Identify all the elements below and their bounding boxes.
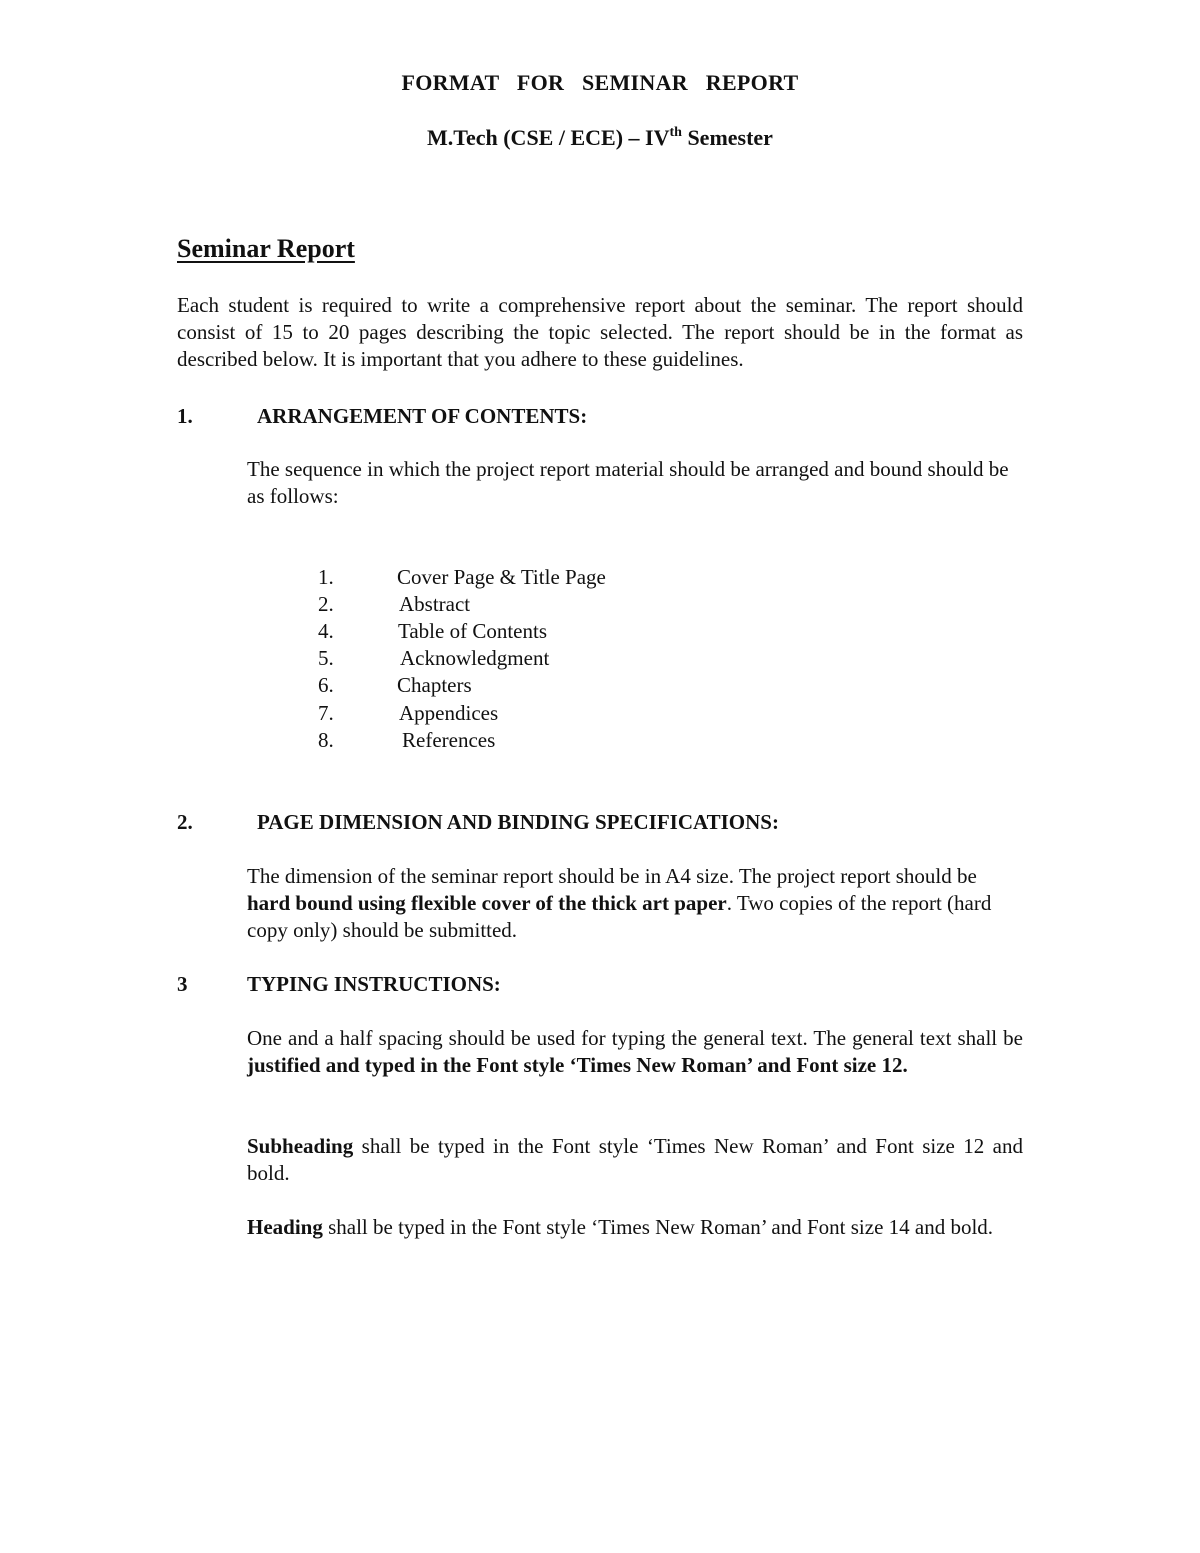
list-item-label: Appendices [399,701,499,725]
list-item-number: 2. [318,592,334,616]
intro-paragraph: Each student is required to write a comprehensive report about the seminar. The report should consist of 15 to 20 pages describing the topic selected. The report should be in the format as described below. It is important that you adhere to these guidelines. [177,293,1023,371]
section-2-body [247,863,1023,944]
subheading-label: Subheading [247,1134,354,1158]
list-item-number: 4. [318,619,334,643]
section-2-body-text: The dimension of the seminar report should be in A4 size. The project report should be [247,864,977,888]
general-text-bold: justified and typed in the Font style ‘Times New Roman’ and Font size 12. [247,1053,908,1077]
subtitle-superscript: th [669,125,682,140]
list-item-number: 1. [318,565,334,589]
document-title: FORMAT FOR SEMINAR REPORT [401,70,799,95]
subtitle-semester: Semester [681,125,773,150]
list-item-label: References [402,728,496,752]
document-subtitle [0,125,1200,151]
section-3-number: 3 [177,972,188,996]
subtitle-program: M.Tech (CSE / ECE) – IV [427,125,670,150]
section-1-number: 1. [177,404,193,428]
section-2-body-end: . Two copies of the report (hard copy only) should be submitted. [247,891,992,942]
section-2-number: 2. [177,810,193,834]
heading-text: shall be typed in the Font style ‘Times New Roman’ and Font size 14 and bold. [322,1215,994,1239]
section-2-body-bold: hard bound using flexible cover of the thick art paper [247,891,727,915]
section-3-heading: TYPING INSTRUCTIONS: [247,972,501,996]
list-item-label: Abstract [399,592,471,616]
section-2-heading: PAGE DIMENSION AND BINDING SPECIFICATIONS: [257,810,779,834]
list-item-number: 5. [318,646,334,670]
list-item-label: Acknowledgment [400,646,550,670]
section-1-heading: ARRANGEMENT OF CONTENTS: [257,404,588,428]
section-title: Seminar Report [177,234,355,263]
typing-paragraph-subheading [247,1133,1023,1187]
subheading-text: shall be typed in the Font style ‘Times New Roman’ and Font size 12 and bold. [247,1134,1023,1185]
list-item-label: Chapters [397,673,472,697]
typing-paragraph-general [247,1025,1023,1079]
list-item-number: 7. [318,701,334,725]
list-item-label: Table of Contents [398,619,547,643]
list-item-number: 6. [318,673,334,697]
typing-paragraph-heading [247,1214,1023,1241]
section-1-body: The sequence in which the project report material should be arranged and bound should be as follows: [247,457,1009,508]
list-item-number: 8. [318,728,334,752]
heading-label: Heading [247,1215,323,1239]
list-item-label: Cover Page & Title Page [397,565,606,589]
general-text: One and a half spacing should be used for typing the general text. The general text shall be [247,1026,1023,1050]
